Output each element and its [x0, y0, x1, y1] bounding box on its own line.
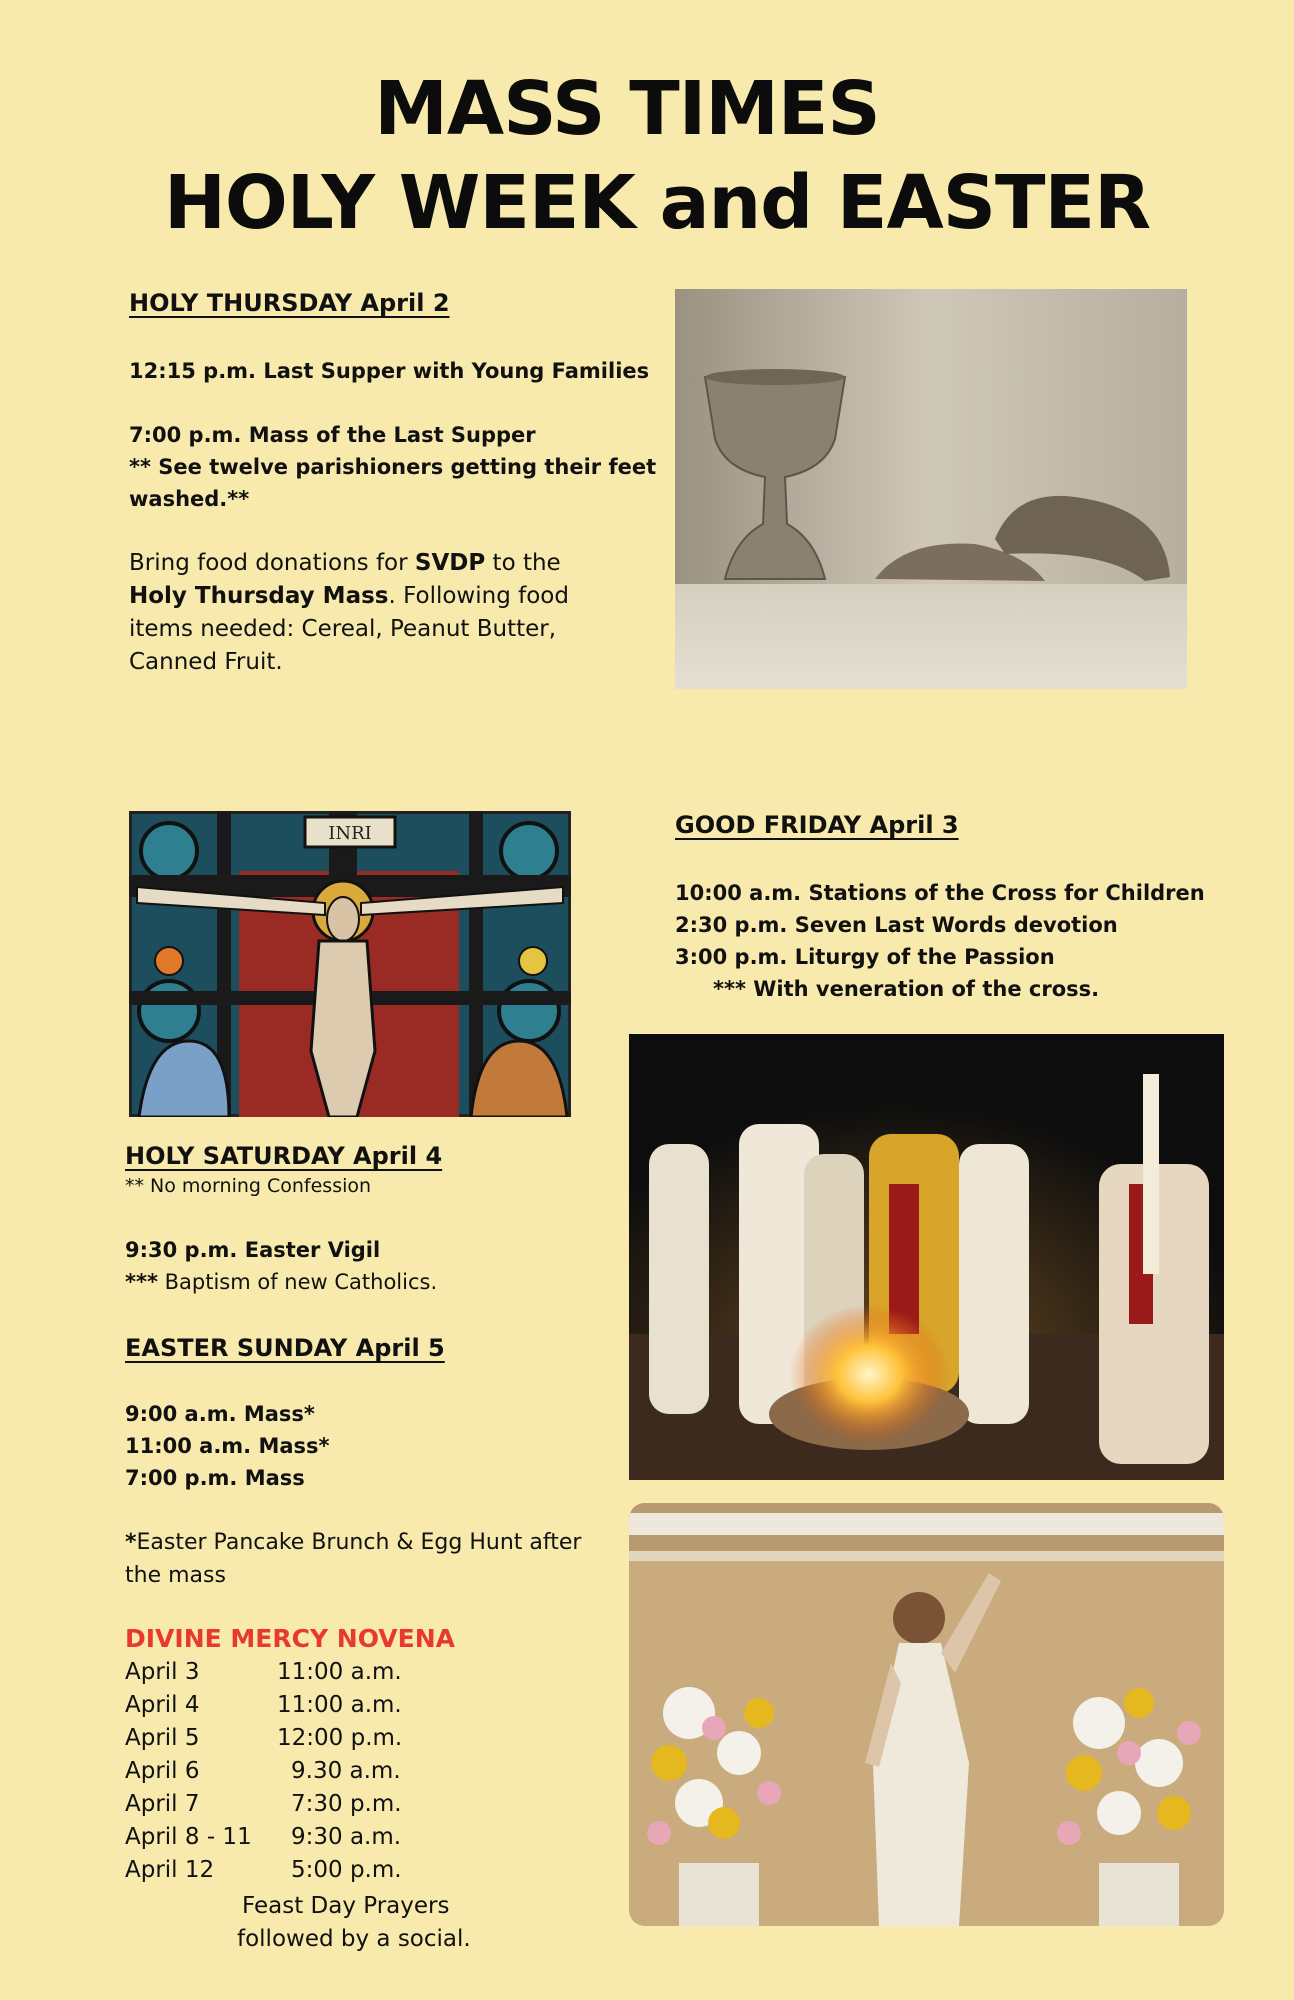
holy-thursday-item-3: ** See twelve parishioners getting their feet [129, 455, 657, 479]
novena-row [125, 1758, 585, 1791]
food-donation-text [129, 547, 589, 679]
holy-saturday-heading: HOLY SATURDAY April 4 [125, 1142, 443, 1170]
brunch-star: * [125, 1530, 137, 1555]
good-friday-item-2: 2:30 p.m. Seven Last Words devotion [675, 913, 1118, 937]
easter-sunday-heading: EASTER SUNDAY April 5 [125, 1334, 445, 1362]
page-title-line1: MASS TIMES [374, 66, 880, 152]
easter-mass-2: 11:00 a.m. Mass* [125, 1434, 330, 1458]
donation-pre: Bring food donations for [129, 550, 415, 576]
novena-row [125, 1824, 585, 1857]
holy-thursday-item-4: washed.** [129, 487, 250, 511]
donation-svdp: SVDP [414, 550, 486, 576]
easter-mass-1: 9:00 a.m. Mass* [125, 1402, 315, 1426]
novena-heading: DIVINE MERCY NOVENA [125, 1624, 455, 1653]
brunch-text: Easter Pancake Brunch & Egg Hunt after the mass [125, 1530, 582, 1588]
donation-mid: to the [485, 550, 561, 576]
inri-label: INRI [328, 823, 372, 844]
novena-schedule [125, 1659, 585, 1890]
stained-glass-crucifix [129, 811, 571, 1117]
novena-footer-1: Feast Day Prayers [242, 1893, 450, 1919]
easter-vigil-fire-photo [629, 1034, 1224, 1480]
novena-date: April 4 [125, 1692, 200, 1718]
baptism-note [125, 1266, 437, 1298]
novena-date: April 8 - 11 [125, 1824, 252, 1850]
easter-vigil-time: 9:30 p.m. Easter Vigil [125, 1238, 381, 1262]
easter-mass-3: 7:00 p.m. Mass [125, 1466, 305, 1490]
good-friday-heading: GOOD FRIDAY April 3 [675, 811, 959, 839]
no-confession-note: ** No morning Confession [125, 1175, 372, 1197]
novena-date: April 3 [125, 1659, 200, 1685]
novena-row [125, 1725, 585, 1758]
novena-time: 12:00 p.m. [277, 1725, 403, 1751]
brunch-note [125, 1526, 595, 1592]
novena-row [125, 1659, 585, 1692]
donation-post: . Following food items needed: Cereal, Peanut Butter, Canned Fruit. [129, 583, 569, 675]
novena-time: 9:30 a.m. [291, 1824, 402, 1850]
good-friday-item-4: *** With veneration of the cross. [713, 977, 1100, 1001]
novena-date: April 12 [125, 1857, 215, 1883]
novena-date: April 5 [125, 1725, 200, 1751]
risen-christ-photo [629, 1503, 1224, 1926]
novena-time: 11:00 a.m. [277, 1692, 402, 1718]
novena-time: 5:00 p.m. [291, 1857, 402, 1883]
holy-thursday-heading: HOLY THURSDAY April 2 [129, 289, 450, 317]
baptism-stars: *** [125, 1270, 158, 1294]
good-friday-item-1: 10:00 a.m. Stations of the Cross for Children [675, 881, 1205, 905]
donation-mass: Holy Thursday Mass [129, 583, 389, 609]
novena-date: April 7 [125, 1791, 200, 1817]
novena-time: 7:30 p.m. [291, 1791, 402, 1817]
novena-row [125, 1791, 585, 1824]
novena-time: 11:00 a.m. [277, 1659, 402, 1685]
page-title-line2: HOLY WEEK and EASTER [163, 160, 1151, 246]
baptism-text: Baptism of new Catholics. [157, 1270, 438, 1294]
chalice-bread-photo [675, 289, 1187, 689]
novena-row [125, 1692, 585, 1725]
holy-thursday-item-1: 12:15 p.m. Last Supper with Young Families [129, 359, 650, 383]
novena-footer-2: followed by a social. [237, 1926, 471, 1952]
good-friday-item-3: 3:00 p.m. Liturgy of the Passion [675, 945, 1055, 969]
novena-date: April 6 [125, 1758, 200, 1784]
novena-time: 9.30 a.m. [291, 1758, 401, 1784]
novena-row [125, 1857, 585, 1890]
holy-thursday-item-2: 7:00 p.m. Mass of the Last Supper [129, 423, 536, 447]
